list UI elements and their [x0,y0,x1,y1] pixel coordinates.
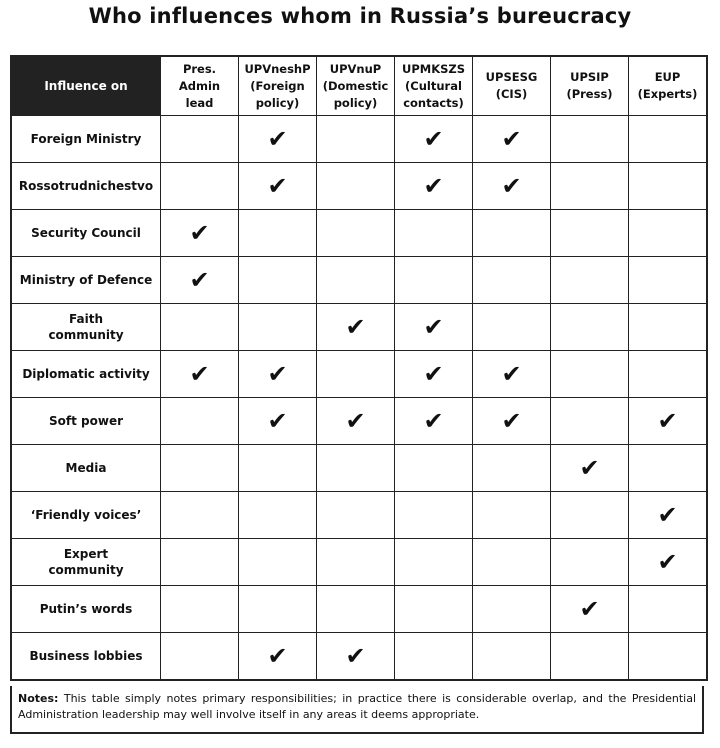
row-label-line: Soft power [49,414,123,428]
table-cell [629,398,708,445]
header-row [11,56,707,116]
table-cell [395,116,473,163]
table-body [11,116,707,681]
checkmark-icon: ✔ [267,360,288,388]
column-header-line: UPSIP [570,70,609,84]
table-cell [395,351,473,398]
row-label [11,351,161,398]
table-cell [317,116,395,163]
table-cell [239,492,317,539]
table-cell [317,257,395,304]
table-cell [473,351,551,398]
table-cell [629,163,708,210]
notes-label: Notes: [18,692,59,705]
checkmark-icon: ✔ [189,360,210,388]
table-cell [161,633,239,681]
row-label-line: Rossotrudnichestvo [18,179,154,193]
column-header-line: EUP [654,70,681,84]
notes-box [10,686,704,734]
column-header [395,56,473,116]
table-cell [551,633,629,681]
table-cell [473,586,551,633]
column-header-line: (Press) [566,87,613,101]
checkmark-icon: ✔ [501,407,522,435]
table-cell [551,304,629,351]
table-cell [161,398,239,445]
corner-header: Influence on [11,56,161,116]
table-row [11,633,707,681]
checkmark-icon: ✔ [267,407,288,435]
table-cell [395,210,473,257]
column-header-line: (CIS) [495,87,528,101]
checkmark-icon: ✔ [267,125,288,153]
row-label-line: Foreign Ministry [30,132,142,146]
column-header-line: (Cultural [405,78,462,93]
checkmark-icon: ✔ [189,266,210,294]
column-header-line: UPVnuP [329,61,382,76]
table-cell [239,351,317,398]
row-label-line: Security Council [31,226,141,240]
column-header-line: (Domestic [322,78,389,93]
checkmark-icon: ✔ [501,172,522,200]
table-cell [395,398,473,445]
row-label-line: Diplomatic activity [22,367,150,381]
table-cell [317,304,395,351]
checkmark-icon: ✔ [657,501,678,529]
row-label [11,116,161,163]
table-cell [395,304,473,351]
checkmark-icon: ✔ [423,313,444,341]
checkmark-icon: ✔ [345,407,366,435]
table-row [11,163,707,210]
table-row [11,492,707,539]
table-cell [629,116,708,163]
table-cell [551,163,629,210]
column-header-line: policy) [333,95,378,110]
table-cell [161,351,239,398]
column-header-line: Admin [178,78,221,93]
table-cell [395,163,473,210]
table-cell [473,116,551,163]
checkmark-icon: ✔ [423,172,444,200]
table-cell [473,445,551,492]
row-label [11,257,161,304]
table-cell [473,210,551,257]
table-cell [317,163,395,210]
table-cell [395,492,473,539]
table-cell [239,163,317,210]
checkmark-icon: ✔ [579,454,600,482]
column-header [317,56,395,116]
table-row [11,351,707,398]
column-header-line: UPSESG [485,70,538,84]
row-label [11,445,161,492]
column-header [551,56,629,116]
checkmark-icon: ✔ [423,360,444,388]
table-row [11,210,707,257]
table-cell [551,586,629,633]
table-cell [629,351,708,398]
row-label-line: Expert [63,547,109,561]
row-label [11,586,161,633]
table-cell [629,539,708,586]
row-label [11,210,161,257]
table-row [11,304,707,351]
row-label [11,539,161,586]
page-title: Who influences whom in Russia’s bureucracy [88,4,632,28]
checkmark-icon: ✔ [579,595,600,623]
row-label-line: community [48,328,124,342]
table-cell [551,398,629,445]
row-label-line: Media [65,461,107,475]
table-cell [551,492,629,539]
column-header-line: policy) [255,95,300,110]
table-cell [161,116,239,163]
table-cell [473,398,551,445]
table-cell [551,257,629,304]
column-header-line: (Foreign [250,78,305,93]
table-cell [161,539,239,586]
table-cell [551,210,629,257]
table-cell [629,304,708,351]
table-cell [551,351,629,398]
table-cell [161,586,239,633]
row-label [11,304,161,351]
row-label-line: community [48,563,124,577]
table-cell [317,539,395,586]
table-cell [239,210,317,257]
table-cell [239,539,317,586]
table-cell [473,633,551,681]
table-cell [629,492,708,539]
column-header-line: Pres. [182,61,217,76]
row-label-line: Putin’s words [39,602,133,616]
table-cell [239,398,317,445]
column-header [161,56,239,116]
table-cell [161,492,239,539]
table-cell [473,163,551,210]
checkmark-icon: ✔ [345,642,366,670]
table-cell [239,586,317,633]
table-cell [239,116,317,163]
checkmark-icon: ✔ [423,407,444,435]
table-cell [239,304,317,351]
table-cell [161,210,239,257]
table-cell [629,210,708,257]
row-label [11,492,161,539]
table-row [11,116,707,163]
table-cell [473,257,551,304]
table-cell [473,539,551,586]
row-label-line: ‘Friendly voices’ [30,508,142,522]
column-header-line: (Experts) [637,87,698,101]
checkmark-icon: ✔ [267,642,288,670]
table-cell [629,445,708,492]
table-cell [161,445,239,492]
table-row [11,586,707,633]
column-header-line: contacts) [403,95,464,110]
table-cell [473,304,551,351]
table-row [11,539,707,586]
table-row [11,445,707,492]
notes-text: This table simply notes primary responsibilities; in practice there is considerable overlap, and the Presidential Administration leadership may well involve itself in any areas it deems appropriate. [18,692,697,721]
checkmark-icon: ✔ [189,219,210,247]
table-cell [317,351,395,398]
column-header-line: UPMKSZS [401,61,466,76]
table-cell [551,116,629,163]
checkmark-icon: ✔ [657,548,678,576]
column-header [629,56,708,116]
table-cell [317,398,395,445]
column-header [239,56,317,116]
checkmark-icon: ✔ [423,125,444,153]
table-row [11,398,707,445]
table-cell [629,257,708,304]
row-label [11,163,161,210]
table-cell [161,163,239,210]
table-cell [629,586,708,633]
table-cell [317,210,395,257]
table-cell [395,539,473,586]
row-label-line: Ministry of Defence [19,273,153,287]
table-cell [161,304,239,351]
checkmark-icon: ✔ [657,407,678,435]
table-cell [629,633,708,681]
column-header [473,56,551,116]
table-cell [239,633,317,681]
table-cell [239,257,317,304]
table-cell [395,257,473,304]
table-cell [395,586,473,633]
table-cell [395,445,473,492]
checkmark-icon: ✔ [501,125,522,153]
column-header-line: UPVneshP [244,61,311,76]
row-label [11,398,161,445]
table-cell [317,445,395,492]
influence-table [10,55,708,681]
table-cell [317,586,395,633]
table-cell [551,539,629,586]
checkmark-icon: ✔ [501,360,522,388]
row-label-line: Business lobbies [29,649,143,663]
table-cell [317,492,395,539]
table-cell [473,492,551,539]
table-cell [161,257,239,304]
column-header-line: lead [185,95,214,110]
checkmark-icon: ✔ [345,313,366,341]
table-cell [317,633,395,681]
table-cell [395,633,473,681]
row-label-line: Faith [69,312,103,326]
table-cell [551,445,629,492]
table-row [11,257,707,304]
checkmark-icon: ✔ [267,172,288,200]
row-label [11,633,161,681]
table-cell [239,445,317,492]
